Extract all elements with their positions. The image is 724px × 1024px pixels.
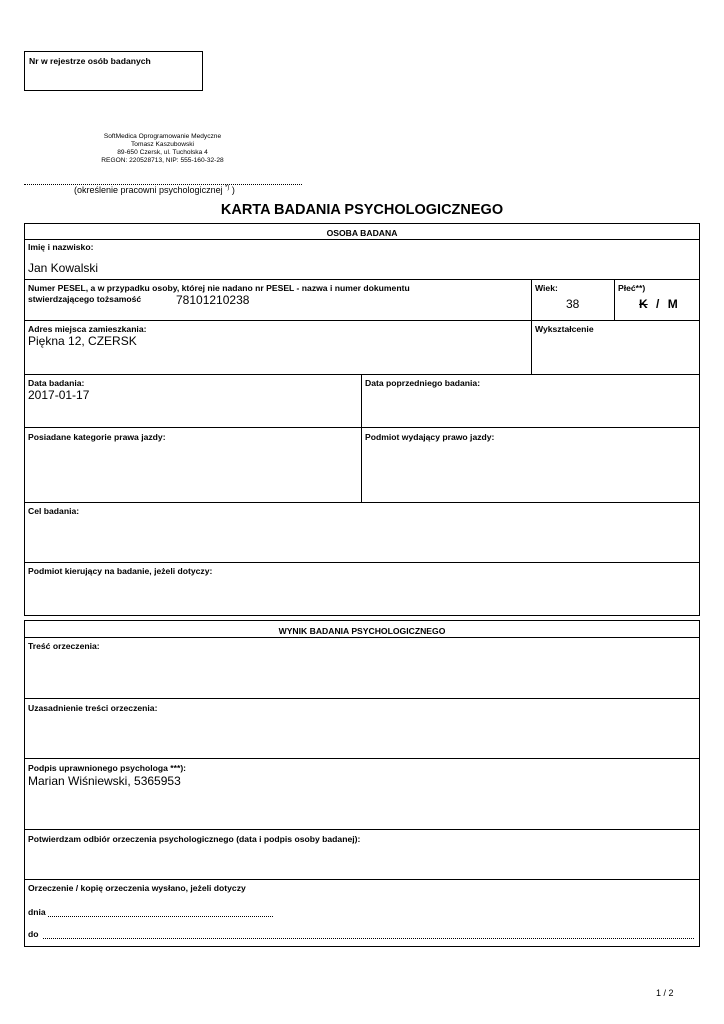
sex-option-m: M bbox=[667, 297, 678, 311]
sex-label: Płeć**) bbox=[618, 283, 646, 293]
name-label: Imię i nazwisko: bbox=[28, 242, 94, 252]
registry-number-label: Nr w rejestrze osób badanych bbox=[29, 56, 151, 66]
name-value: Jan Kowalski bbox=[28, 261, 99, 275]
person-section bbox=[24, 223, 700, 616]
sent-day-dotted-line bbox=[48, 916, 273, 917]
receipt-confirmation-label: Potwierdzam odbiór orzeczenia psychologicznego (data i podpis osoby badanej): bbox=[28, 834, 361, 844]
age-value: 38 bbox=[566, 297, 580, 311]
psychologist-signature-label: Podpis uprawnionego psychologa ***): bbox=[28, 763, 187, 773]
exam-date-label: Data badania: bbox=[28, 378, 85, 388]
verdict-content-label: Treść orzeczenia: bbox=[28, 641, 100, 651]
sex-option-k: K bbox=[639, 297, 648, 311]
issuer-line: REGON: 220528713, NIP: 555-160-32-28 bbox=[101, 157, 224, 164]
sent-day-label: dnia bbox=[28, 907, 46, 917]
page-number: 1 / 2 bbox=[656, 988, 674, 998]
license-categories-label: Posiadane kategorie prawa jazdy: bbox=[28, 432, 166, 442]
address-label: Adres miejsca zamieszkania: bbox=[28, 324, 147, 334]
education-label: Wykształcenie bbox=[535, 324, 594, 334]
issuer-block bbox=[60, 133, 265, 165]
sent-to-dotted-line bbox=[43, 938, 694, 939]
psychologist-signature-value: Marian Wiśniewski, 5365953 bbox=[28, 774, 181, 788]
issuer-line: 89-650 Czersk, ul. Tucholska 4 bbox=[117, 149, 208, 156]
prev-exam-date-label: Data poprzedniego badania: bbox=[365, 378, 481, 388]
exam-date-value: 2017-01-17 bbox=[28, 388, 90, 402]
purpose-label: Cel badania: bbox=[28, 506, 80, 516]
age-label: Wiek: bbox=[535, 283, 558, 293]
sent-to-label: do bbox=[28, 929, 39, 939]
pesel-value: 78101210238 bbox=[176, 293, 250, 307]
issuer-line: Tomasz Kaszubowski bbox=[130, 141, 195, 148]
verdict-justification-label: Uzasadnienie treści orzeczenia: bbox=[28, 703, 158, 713]
referrer-label: Podmiot kierujący na badanie, jeżeli dotyczy: bbox=[28, 566, 213, 576]
person-section-header: OSOBA BADANA bbox=[326, 228, 398, 238]
license-issuer-label: Podmiot wydający prawo jazdy: bbox=[365, 432, 495, 442]
sex-options: K / M bbox=[639, 297, 678, 311]
page-title: KARTA BADANIA PSYCHOLOGICZNEGO bbox=[220, 202, 504, 218]
address-value: Piękna 12, CZERSK bbox=[28, 334, 137, 348]
registry-number-box bbox=[24, 51, 203, 91]
issuer-line: SoftMedica Oprogramowanie Medyczne bbox=[103, 133, 222, 140]
pesel-label-line2: stwierdzającego tożsamość bbox=[28, 294, 142, 304]
result-section-header: WYNIK BADANIA PSYCHOLOGICZNEGO bbox=[278, 626, 446, 636]
sent-label: Orzeczenie / kopię orzeczenia wysłano, jeżeli dotyczy bbox=[28, 883, 246, 893]
workshop-caption: (określenie pracowni psychologicznej *) ) bbox=[74, 185, 235, 195]
pesel-label-line1: Numer PESEL, a w przypadku osoby, której nie nadano nr PESEL - nazwa i numer dokumentu bbox=[28, 283, 410, 293]
